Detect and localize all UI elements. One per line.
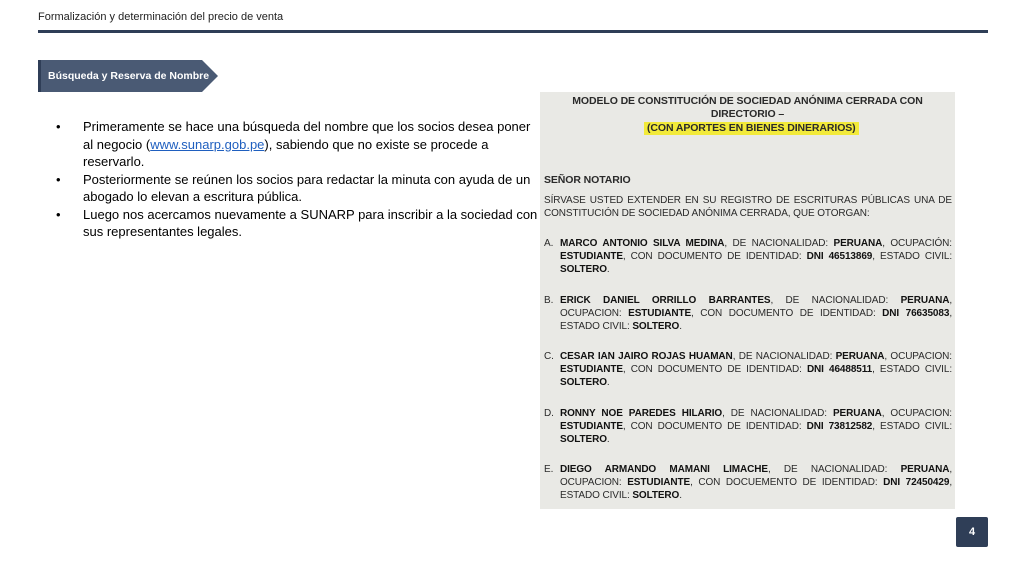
party-text: , CON DOCUMENTO DE IDENTIDAD: xyxy=(622,364,807,375)
document-highlight: (CON APORTES EN BIENES DINERARIOS) xyxy=(644,122,859,135)
bullet-item xyxy=(56,171,540,206)
party-name: ERICK DANIEL ORRILLO BARRANTES xyxy=(560,295,771,306)
sunarp-link[interactable]: www.sunarp.gob.pe xyxy=(150,136,265,152)
party-dni: DNI 72450429 xyxy=(883,477,950,488)
party-occupation: ESTUDIANTE xyxy=(628,308,692,319)
party-entry xyxy=(544,463,952,502)
party-entry xyxy=(544,294,952,333)
party-text: , OCUPACION: xyxy=(560,295,952,319)
document-intro: SÍRVASE USTED EXTENDER EN SU REGISTRO DE ESCRITURAS PÚBLICAS UNA DE CONSTITUCIÓN DE SOCIEDAD ANÓNIMA CERRADA, QUE OTORGAN: xyxy=(544,195,952,219)
party-letter: A. xyxy=(544,238,554,249)
party-text: . xyxy=(606,264,610,275)
document-title: MODELO DE CONSTITUCIÓN DE SOCIEDAD ANÓNIMA CERRADA CON xyxy=(572,95,923,107)
party-nationality: PERUANA xyxy=(833,238,883,249)
party-text: . xyxy=(679,321,682,332)
party-civil-status: SOLTERO xyxy=(632,490,680,501)
bullet-icon: • xyxy=(56,206,61,222)
party-text: , CON DOCUEMENTO DE IDENTIDAD: xyxy=(690,477,884,488)
party-letter: E. xyxy=(544,464,554,475)
party-text: , CON DOCUMENTO DE IDENTIDAD: xyxy=(622,251,807,262)
party-text: , ESTADO CIVIL: xyxy=(872,251,953,262)
party-dni: DNI 46513869 xyxy=(806,251,873,262)
bullet-text-after: ), sabiendo que no existe se procede a reservarlo. xyxy=(83,136,489,169)
bullet-text: Posteriormente se reúnen los socios para redactar la minuta con ayuda de un abogado lo elevan a escritura pública. xyxy=(83,171,531,204)
party-letter: B. xyxy=(544,295,554,306)
party-text: , ESTADO CIVIL: xyxy=(872,421,953,432)
party-text: , OCUPACION: xyxy=(881,408,952,419)
section-tag-label: Búsqueda y Reserva de Nombre xyxy=(48,70,210,82)
party-letter: C. xyxy=(544,351,554,362)
page-number-badge: 4 xyxy=(956,517,988,547)
party-name: CESAR IAN JAIRO ROJAS HUAMAN xyxy=(560,351,733,362)
party-civil-status: SOLTERO xyxy=(560,377,607,388)
party-civil-status: SOLTERO xyxy=(632,321,680,332)
bullet-icon: • xyxy=(56,171,61,187)
party-nationality: PERUANA xyxy=(835,351,885,362)
party-text: , CON DOCUMENTO DE IDENTIDAD: xyxy=(691,308,883,319)
party-nationality: PERUANA xyxy=(900,295,950,306)
party-text: , DE NACIONALIDAD: xyxy=(724,238,834,249)
party-text: . xyxy=(606,377,610,388)
document-image xyxy=(540,92,955,509)
party-name: MARCO ANTONIO SILVA MEDINA xyxy=(560,238,725,249)
party-text: , DE NACIONALIDAD: xyxy=(732,351,836,362)
header-divider xyxy=(38,30,988,33)
header-title: Formalización y determinación del precio de venta xyxy=(38,11,284,23)
party-text: . xyxy=(606,434,610,445)
party-text: , CON DOCUMENTO DE IDENTIDAD: xyxy=(622,421,807,432)
bullet-text: Luego nos acercamos nuevamente a SUNARP para inscribir a la sociedad con sus representantes legales. xyxy=(83,206,538,239)
party-occupation: ESTUDIANTE xyxy=(560,421,623,432)
party-name: DIEGO ARMANDO MAMANI LIMACHE xyxy=(560,464,768,475)
document-title-line2: DIRECTORIO – xyxy=(710,108,785,120)
party-dni: DNI 73812582 xyxy=(806,421,873,432)
section-tag xyxy=(38,60,218,92)
party-text: , OCUPACIÓN: xyxy=(882,238,952,249)
party-entry xyxy=(544,350,952,389)
party-occupation: ESTUDIANTE xyxy=(560,251,623,262)
party-nationality: PERUANA xyxy=(832,408,882,419)
party-text: , ESTADO CIVIL: xyxy=(560,477,952,501)
party-dni: DNI 76635083 xyxy=(882,308,950,319)
party-occupation: ESTUDIANTE xyxy=(560,364,623,375)
party-letter: D. xyxy=(544,408,554,419)
party-entry xyxy=(544,237,952,276)
party-nationality: PERUANA xyxy=(900,464,950,475)
party-text: , OCUPACION: xyxy=(884,351,952,362)
bullet-icon: • xyxy=(56,119,61,134)
bullet-item xyxy=(56,118,540,171)
party-text: , ESTADO CIVIL: xyxy=(560,308,953,332)
party-civil-status: SOLTERO xyxy=(560,264,607,275)
party-text: . xyxy=(679,490,682,501)
party-text: , DE NACIONALIDAD: xyxy=(770,295,901,306)
bullet-list xyxy=(56,118,540,241)
party-text: , OCUPACION: xyxy=(560,464,952,488)
document-salutation: SEÑOR NOTARIO xyxy=(544,174,631,186)
party-name: RONNY NOE PAREDES HILARIO xyxy=(560,408,723,419)
party-entry xyxy=(544,407,952,446)
party-occupation: ESTUDIANTE xyxy=(627,477,691,488)
party-text: , DE NACIONALIDAD: xyxy=(767,464,901,475)
bullet-item xyxy=(56,206,540,241)
bullet-text-before: Primeramente se hace una búsqueda del nombre que los socios desea poner al negocio ( xyxy=(83,119,531,152)
party-dni: DNI 46488511 xyxy=(806,364,873,375)
party-text: , ESTADO CIVIL: xyxy=(872,364,953,375)
party-text: , DE NACIONALIDAD: xyxy=(722,408,833,419)
party-civil-status: SOLTERO xyxy=(560,434,607,445)
